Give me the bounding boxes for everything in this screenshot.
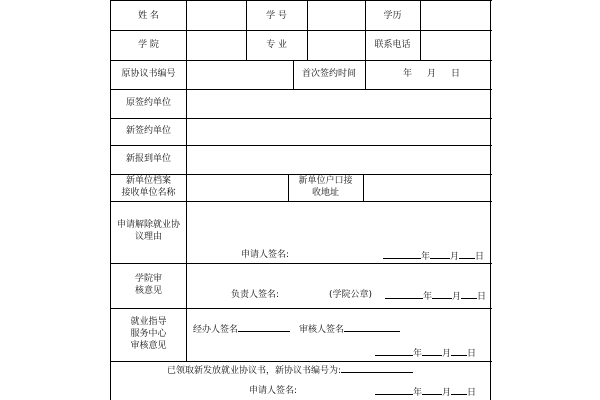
name-label: 姓 名 [138,11,159,21]
college-seal-label: (学院公章) [329,290,373,300]
col-divider [365,60,366,89]
row-divider [111,308,492,309]
row-divider [111,30,492,31]
date-blanks: 年 月 日 [385,289,486,303]
handler-signature: 经办人签名 [193,322,290,336]
center-opinion-label-line1: 就业指导 [130,317,167,327]
date-blanks: 年 月 日 [375,385,476,399]
col-divider [365,0,366,60]
row-divider [111,0,492,1]
archive-unit-label-line1: 新单位档案 [125,176,171,186]
college-opinion-label-line1: 学院审 [134,274,162,284]
leader-signature-label: 负责人签名: [231,290,280,300]
hukou-address-label-line2: 收地址 [311,188,339,198]
year-label: 年 [403,69,413,79]
row-divider [111,118,492,119]
new-employer-label: 新签约单位 [125,126,171,136]
row-divider [111,89,492,90]
received-agreement-statement: 已领取新发放就业协议书，新协议书编号为: [167,363,413,377]
date-blanks: 年 月 日 [375,346,476,360]
row-divider [111,145,492,146]
row-divider [111,60,492,61]
month-label: 月 [427,69,437,79]
col-divider [186,0,187,361]
col-divider [307,0,308,60]
date-blanks: 年 月 日 [383,249,484,263]
student-id-label: 学 号 [266,11,287,21]
center-opinion-label-line2: 服务中心 [130,329,167,339]
college-label: 学 院 [138,40,159,50]
agreement-release-form [110,0,491,400]
archive-unit-label-line2: 接收单位名称 [121,188,176,198]
hukou-address-label-line1: 新单位户口接 [298,176,353,186]
new-report-unit-label: 新报到单位 [125,154,171,164]
col-divider [246,0,247,60]
original-agreement-number-label: 原协议书编号 [121,69,176,79]
reviewer-signature: 审核人签名 [299,322,400,336]
original-employer-label: 原签约单位 [125,98,171,108]
row-divider [111,201,492,202]
reason-label-line2: 议理由 [134,232,162,242]
major-label: 专 业 [266,40,287,50]
row-divider [111,263,492,264]
center-opinion-label-line3: 审核意见 [130,341,167,351]
applicant-signature-label: 申请人签名: [241,250,290,260]
row-divider [111,361,492,362]
first-signing-time-label: 首次签约时间 [301,69,356,79]
reason-label-line1: 申请解除就业协 [116,220,180,230]
day-label: 日 [451,69,461,79]
college-opinion-label-line2: 核意见 [134,286,162,296]
applicant-signature-label: 申请人签名: [249,386,298,396]
col-divider [420,0,421,60]
contact-phone-label: 联系电话 [374,40,411,50]
education-label: 学历 [383,11,402,21]
col-divider [363,174,364,201]
